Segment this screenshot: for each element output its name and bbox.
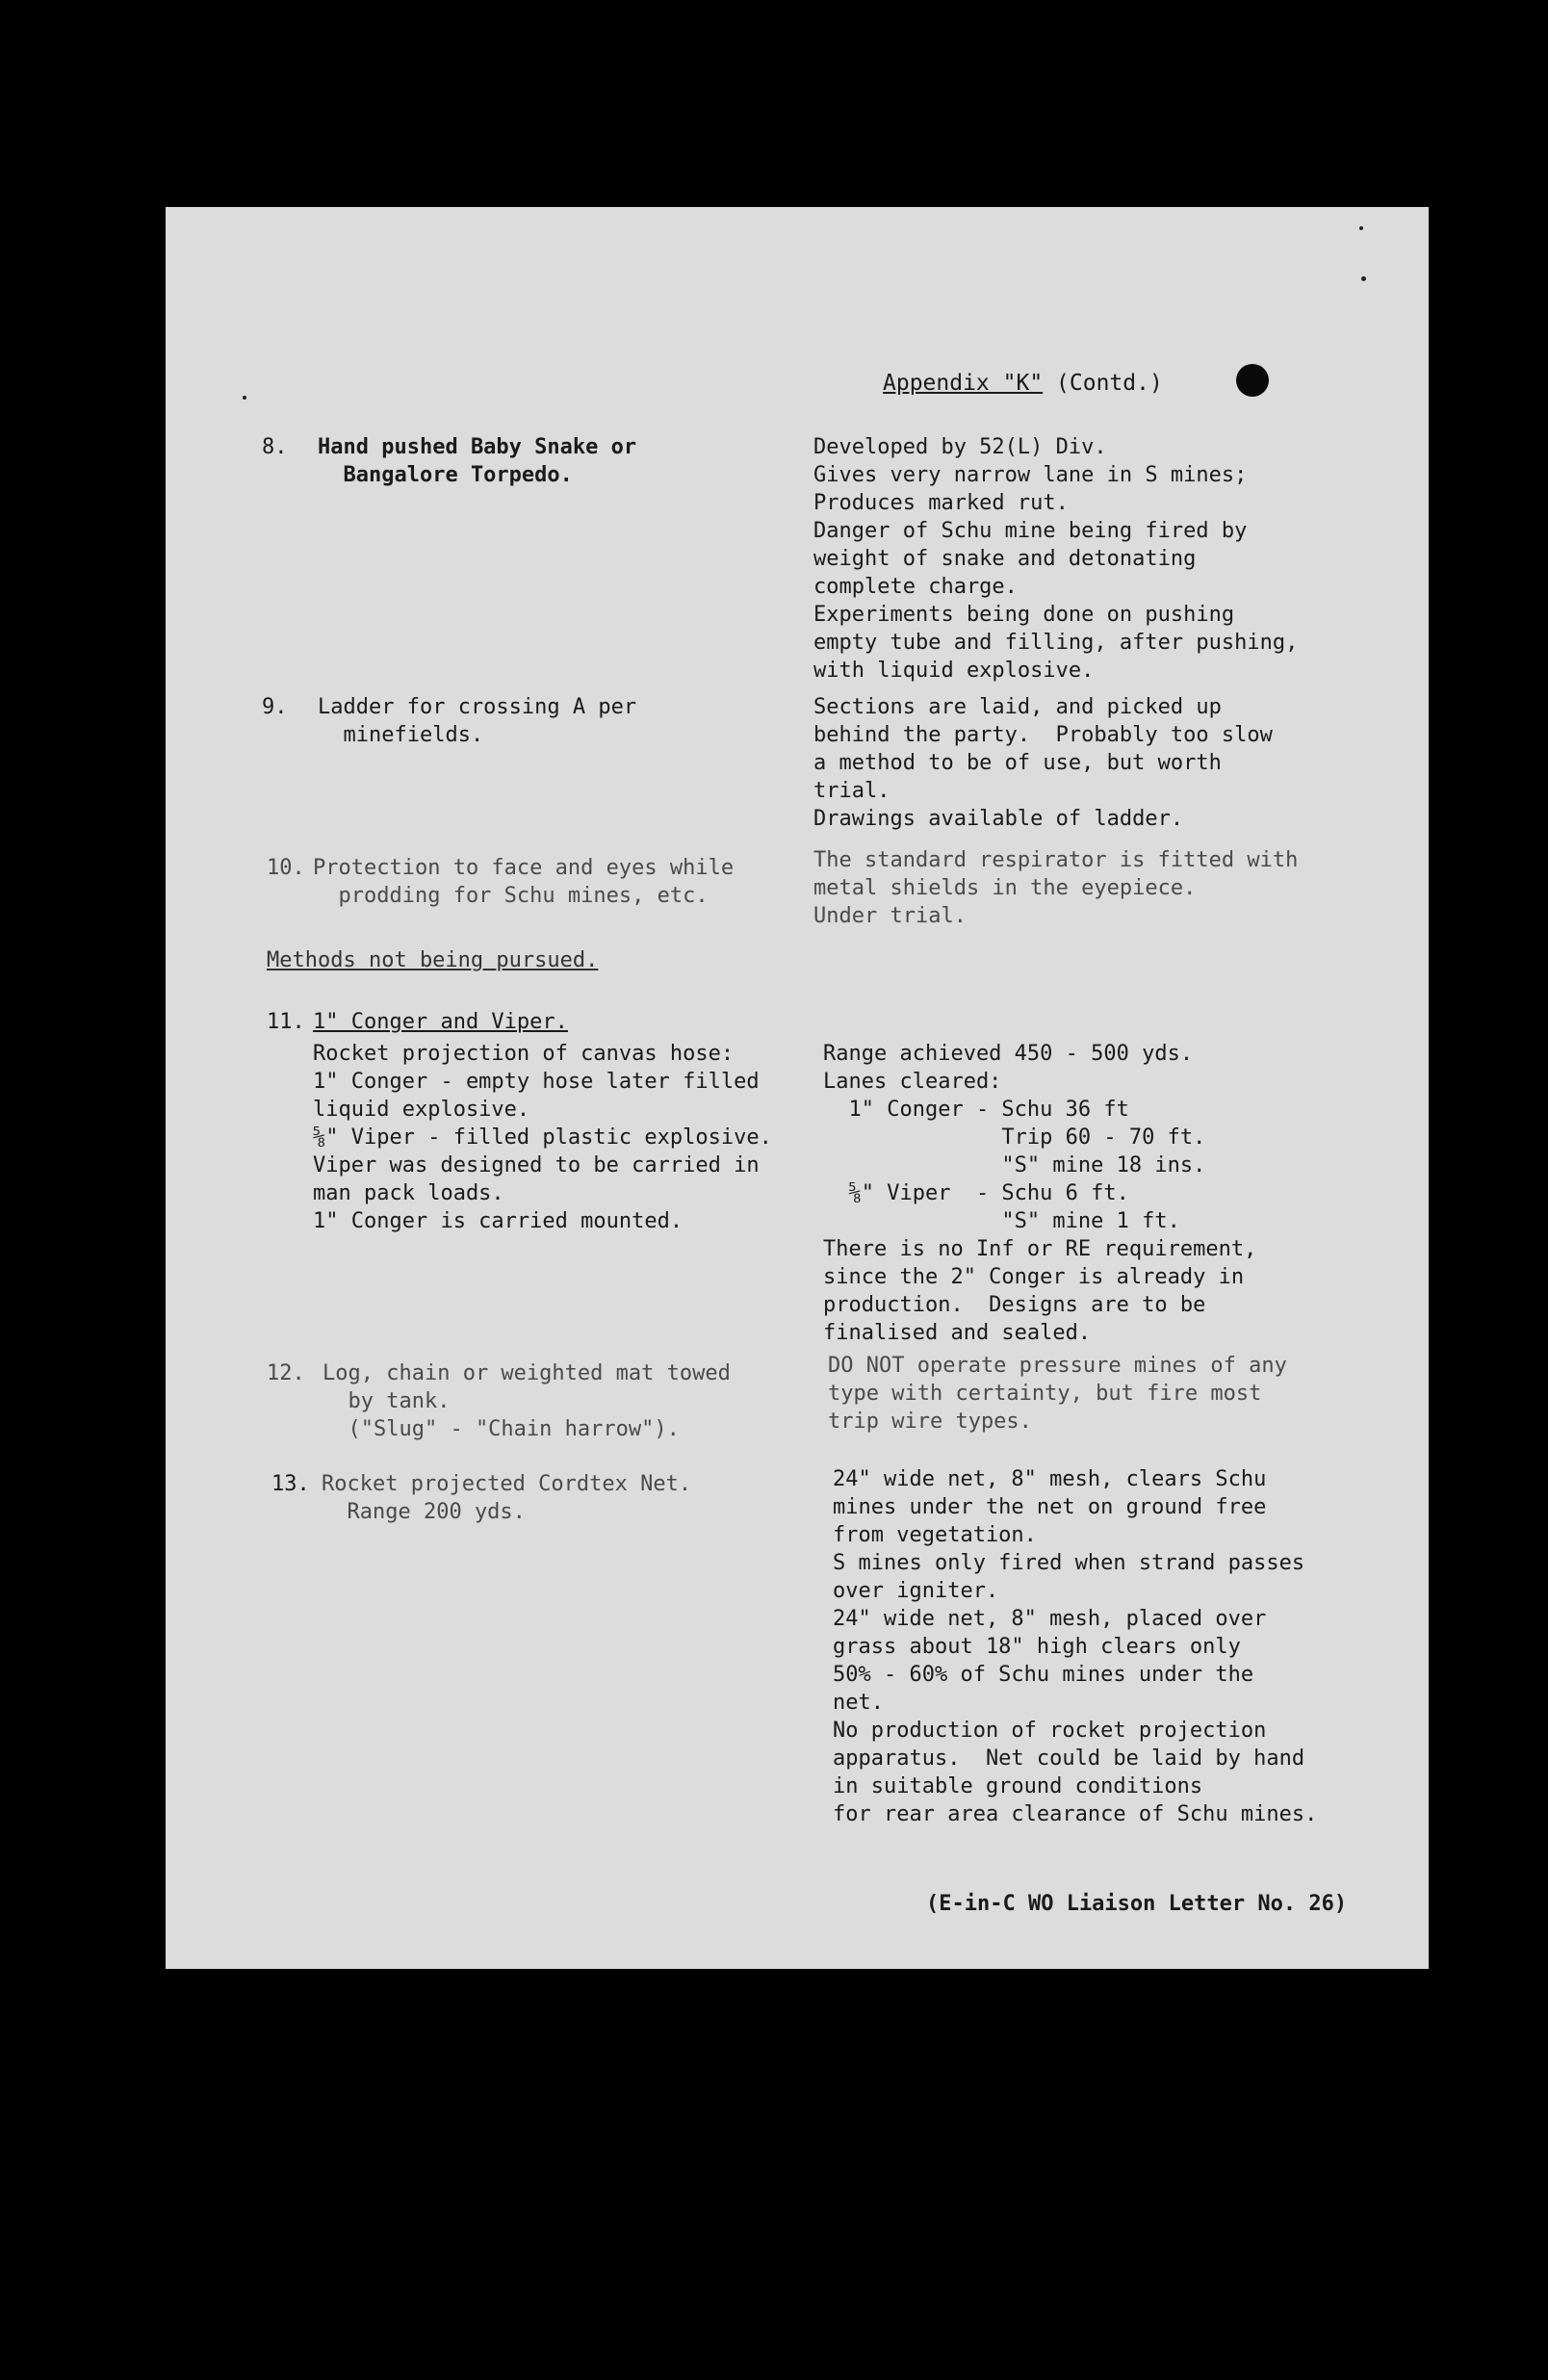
item-notes: Sections are laid, and picked up behind the party. Probably too slow a method to be of use, but worth trial. Drawings available of ladder. [813,695,1273,831]
item-description: Rocket projected Cordtex Net. Range 200 yds. [322,1472,692,1524]
item-description: Rocket projection of canvas hose: 1" Conger - empty hose later filled liquid explosive. ⅝" Viper - filled plastic explosive. Viper was designed to be carried in man pack loads. 1" Conger is carried mounted. [313,1042,772,1233]
item-description: Ladder for crossing A per minefields. [318,695,637,747]
item-notes: 24" wide net, 8" mesh, clears Schu mines under the net on ground free from vegetation. S mines only fired when strand passes over igniter. 24" wide net, 8" mesh, placed over grass about 18" high clears only 50% - 60% of Schu mines under the net. No production of rocket projection apparatus. Net could be laid by hand in suitable ground conditions for rear area clearance of Schu mines. [833,1467,1318,1826]
item-number: 13. [271,1472,310,1496]
item-notes: The standard respirator is fitted with metal shields in the eyepiece. Under trial. [813,848,1299,928]
item-notes: Range achieved 450 - 500 yds. Lanes cleared: 1" Conger - Schu 36 ft Trip 60 - 70 ft. "S" mine 18 ins. ⅝" Viper - Schu 6 ft. "S" mine 1 ft. There is no Inf or RE requirement, since the 2" Conger is already in production. Designs are to be finalised and sealed. [823,1042,1257,1345]
item-title: 1" Conger and Viper. [313,1010,568,1034]
document-page [166,207,1429,1969]
item-description: Protection to face and eyes while prodding for Schu mines, etc. [313,856,735,908]
section-heading: Methods not being pursued. [267,948,599,972]
item-number: 9. [262,695,288,719]
page-header [883,371,1163,396]
item-number: 12. [267,1361,305,1385]
appendix-label: Appendix "K" [883,371,1044,396]
item-description: Log, chain or weighted mat towed by tank. ("Slug" - "Chain harrow"). [322,1361,731,1441]
document-footer: (E-in-C WO Liaison Letter No. 26) [926,1892,1348,1916]
item-number: 8. [262,435,288,459]
ink-speck [243,396,246,400]
item-notes: DO NOT operate pressure mines of any type with certainty, but fire most trip wire types. [828,1354,1287,1434]
contd-label: (Contd.) [1056,371,1163,396]
item-notes: Developed by 52(L) Div. Gives very narrow lane in S mines; Produces marked rut. Danger of Schu mine being fired by weight of snake and detonating complete charge. Experiments being done on pushing empty tube and filling, after pushing, with liquid explosive. [813,435,1299,683]
ink-speck [1361,276,1366,281]
item-number: 10. [267,856,305,880]
item-description: Hand pushed Baby Snake or Bangalore Torpedo. [318,435,637,487]
ink-speck [1359,226,1363,230]
item-number: 11. [267,1010,305,1034]
punch-hole [1236,364,1269,397]
